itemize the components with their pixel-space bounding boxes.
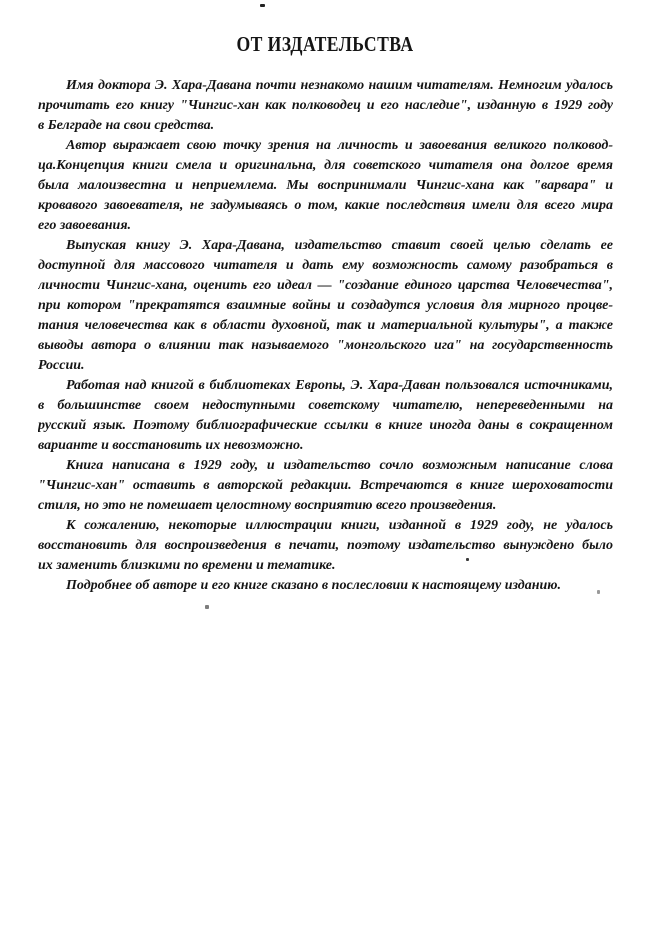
scan-speck	[260, 4, 265, 7]
text-line: стиля, но это не помешает целостному восприятию всего произведения.	[38, 498, 497, 513]
paragraph	[38, 376, 613, 456]
text-line: при котором "прекратятся взаимные войны и создадутся условия для мирного процве-	[38, 298, 613, 313]
paragraph	[38, 456, 613, 516]
text-line: была малоизвестна и неприемлема. Мы воспринимали Чингис-хана как "варвара" и	[38, 178, 613, 193]
text-line: его завоевания.	[38, 218, 132, 233]
body-text	[38, 76, 613, 596]
text-line: Книга написана в 1929 году, и издательство сочло возможным написание слова	[66, 458, 613, 473]
scan-speck	[466, 558, 469, 561]
text-line: доступной для массового читателя и дать ему возможность самому разобраться в	[38, 258, 613, 273]
paragraph	[38, 516, 613, 576]
text-line: России.	[38, 358, 85, 373]
scan-speck	[205, 605, 209, 609]
text-line: тания человечества как в области духовной, так и материальной культуры", а также	[38, 318, 613, 333]
page-title: ОТ ИЗДАТЕЛЬСТВА	[236, 32, 414, 56]
text-line: личности Чингис-хана, оценить его идеал — "создание единого царства Человечества",	[38, 278, 613, 293]
text-line: кровавого завоевателя, не задумываясь о том, какие последствия имели для всего мира	[38, 198, 613, 213]
paragraph	[38, 76, 613, 136]
text-line: Подробнее об авторе и его книге сказано в послесловии к настоящему изданию.	[66, 578, 562, 593]
text-line: русский язык. Поэтому библиографические ссылки в книге иногда даны в сокращенном	[38, 418, 613, 433]
text-line: К сожалению, некоторые иллюстрации книги, изданной в 1929 году, не удалось	[66, 518, 613, 533]
text-line: варианте и восстановить их невозможно.	[38, 438, 304, 453]
text-line: Работая над книгой в библиотеках Европы, Э. Хара-Даван пользовался источниками,	[66, 378, 613, 393]
paragraph	[38, 236, 613, 376]
text-line: выводы автора о влиянии так называемого "монгольского ига" на государственность	[38, 338, 613, 353]
text-line: прочитать его книгу "Чингис-хан как полководец и его наследие", изданную в 1929 году	[38, 98, 613, 113]
text-line: ца.Концепция книги смела и оригинальна, для советского читателя она долгое время	[38, 158, 613, 173]
paragraph	[38, 136, 613, 236]
text-line: "Чингис-хан" оставить в авторской редакции. Встречаются в книге шероховатости	[38, 478, 613, 493]
text-line: восстановить для воспроизведения в печати, поэтому издательство вынуждено было	[38, 538, 613, 553]
text-line: в Белграде на свои средства.	[38, 118, 215, 133]
text-line: Имя доктора Э. Хара-Давана почти незнакомо нашим читателям. Немногим удалось	[66, 78, 613, 93]
paragraph	[38, 576, 613, 596]
text-line: Автор выражает свою точку зрения на личность и завоевания великого полковод-	[66, 138, 613, 153]
scan-speck	[597, 590, 600, 594]
text-line: в большинстве своем недоступными советскому читателю, непереведенными на	[38, 398, 613, 413]
text-line: Выпуская книгу Э. Хара-Давана, издательство ставит своей целью сделать ее	[66, 238, 613, 253]
text-line: их заменить близкими по времени и тематике.	[38, 558, 336, 573]
